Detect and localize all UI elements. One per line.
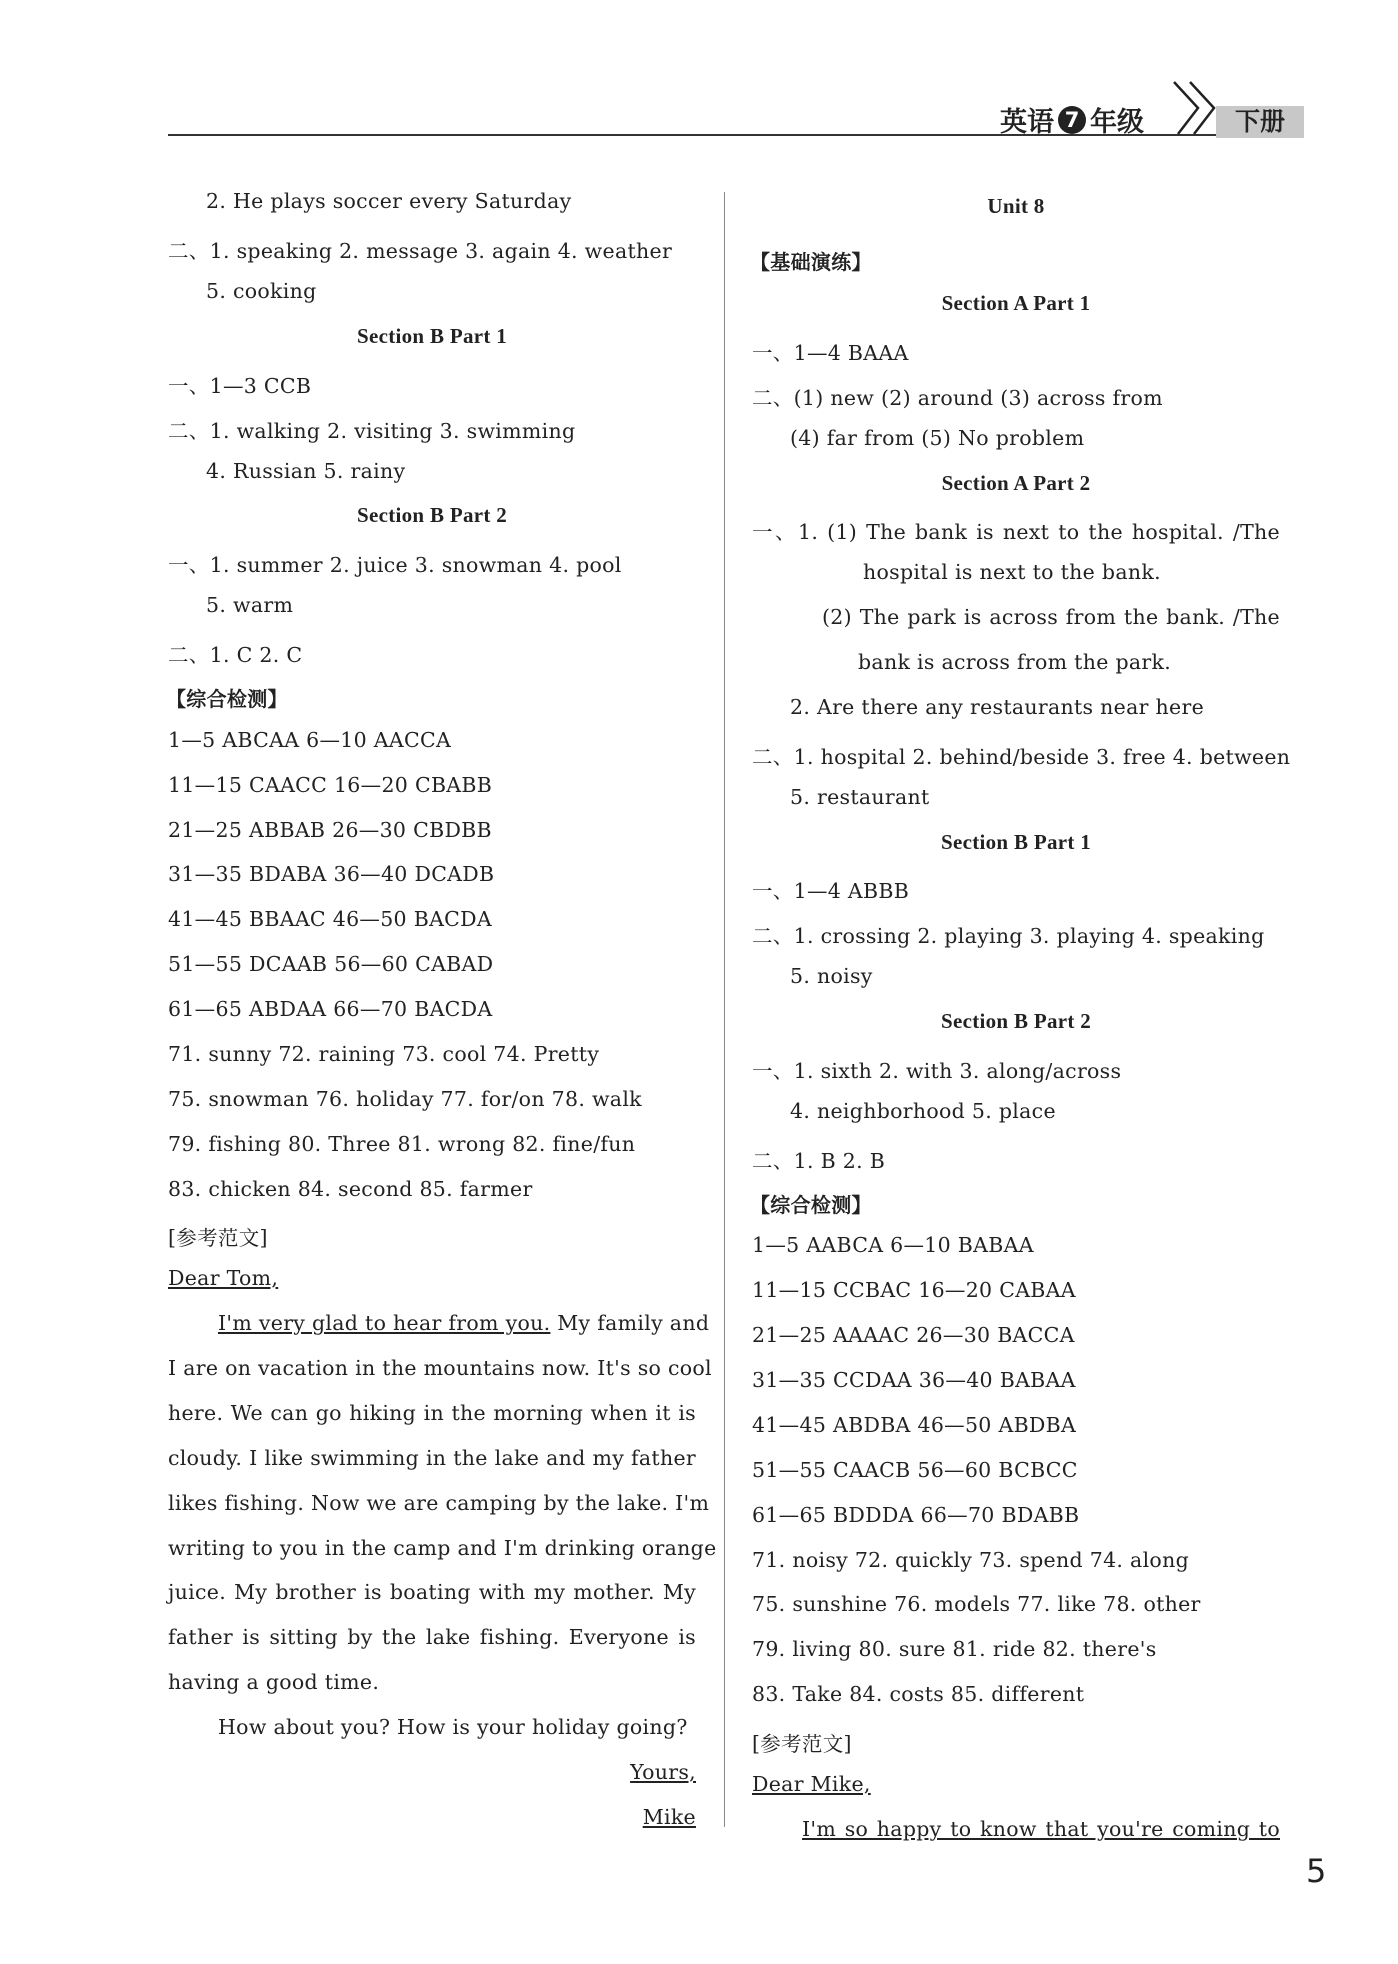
answer-line: 5. noisy <box>790 964 873 988</box>
section-heading: Section B Part 1 <box>356 324 508 348</box>
answer-line: 二、1. walking 2. visiting 3. swimming <box>168 419 576 443</box>
essay-opening-sentence: I'm so happy to know that you're coming to <box>802 1817 1280 1841</box>
answer-line: 2. He plays soccer every Saturday <box>206 189 572 213</box>
answer-line: 11—15 CAACC 16—20 CBABB <box>168 773 493 797</box>
answer-line: 二、1. speaking 2. message 3. again 4. weather <box>168 239 673 263</box>
header-subject: 英语 <box>1000 107 1054 138</box>
answer-line: 31—35 CCDAA 36—40 BABAA <box>752 1368 1076 1392</box>
answer-line: 21—25 AAAAC 26—30 BACCA <box>752 1323 1075 1347</box>
answer-line: 二、1. crossing 2. playing 3. playing 4. speaking <box>752 924 1265 948</box>
answer-line: hospital is next to the bank. <box>863 560 1161 584</box>
section-label: 【基础演练】 <box>750 250 872 274</box>
sample-essay-label: [参考范文] <box>752 1732 852 1756</box>
answer-line: 71. sunny 72. raining 73. cool 74. Pretty <box>168 1042 600 1066</box>
essay-line: How about you? How is your holiday going? <box>218 1715 688 1739</box>
answer-line: 75. sunshine 76. models 77. like 78. other <box>752 1592 1201 1616</box>
answer-line: 41—45 ABDBA 46—50 ABDBA <box>752 1413 1077 1437</box>
answer-line: 二、(1) new (2) around (3) across from <box>752 386 1163 410</box>
answer-line: 一、1. (1) The bank is next to the hospital. /The <box>752 520 1280 544</box>
essay-greeting: Dear Tom, <box>168 1266 279 1290</box>
essay-text: My family and <box>550 1311 710 1335</box>
answer-line: 4. neighborhood 5. place <box>790 1099 1056 1123</box>
answer-line: 83. Take 84. costs 85. different <box>752 1682 1085 1706</box>
answer-line: 1—5 ABCAA 6—10 AACCA <box>168 728 452 752</box>
answer-line: 61—65 ABDAA 66—70 BACDA <box>168 997 493 1021</box>
answer-line: 41—45 BBAAC 46—50 BACDA <box>168 907 493 931</box>
answer-line: 79. living 80. sure 81. ride 82. there's <box>752 1637 1157 1661</box>
essay-line: father is sitting by the lake fishing. Everyone is <box>168 1625 696 1649</box>
volume-label: 下册 <box>1216 106 1304 138</box>
answer-line: (4) far from (5) No problem <box>790 426 1085 450</box>
answer-line: 一、1—4 ABBB <box>752 879 910 903</box>
essay-closing-text: Yours, <box>630 1760 696 1784</box>
answer-line: 5. cooking <box>206 279 317 303</box>
answer-line: 79. fishing 80. Three 81. wrong 82. fine/fun <box>168 1132 636 1156</box>
essay-opening-sentence: I'm very glad to hear from you. <box>218 1311 551 1335</box>
answer-line: 二、1. C 2. C <box>168 643 303 667</box>
essay-line: having a good time. <box>168 1670 380 1694</box>
answer-line: 31—35 BDABA 36—40 DCADB <box>168 862 495 886</box>
section-heading: Section B Part 1 <box>940 830 1092 854</box>
section-heading: Section A Part 1 <box>941 291 1091 315</box>
column-divider <box>724 192 725 1827</box>
answer-line: 21—25 ABBAB 26—30 CBDBB <box>168 818 492 842</box>
answer-line: 一、1—3 CCB <box>168 374 312 398</box>
essay-signature-text: Mike <box>642 1805 696 1829</box>
section-label: 【综合检测】 <box>166 687 288 711</box>
answer-line: 5. warm <box>206 593 294 617</box>
answer-line: 2. Are there any restaurants near here <box>790 695 1205 719</box>
answer-line: 71. noisy 72. quickly 73. spend 74. along <box>752 1548 1189 1572</box>
answer-line: 51—55 CAACB 56—60 BCBCC <box>752 1458 1078 1482</box>
answer-line: 一、1. summer 2. juice 3. snowman 4. pool <box>168 553 622 577</box>
essay-line <box>218 1311 709 1335</box>
answer-line: 51—55 DCAAB 56—60 CABAD <box>168 952 494 976</box>
answer-line: 75. snowman 76. holiday 77. for/on 78. walk <box>168 1087 642 1111</box>
grade-badge: 7 <box>1058 106 1086 134</box>
answer-line: 61—65 BDDDA 66—70 BDABB <box>752 1503 1080 1527</box>
page-number: 5 <box>1306 1852 1327 1890</box>
essay-line: cloudy. I like swimming in the lake and my father <box>168 1446 696 1470</box>
answer-line: 83. chicken 84. second 85. farmer <box>168 1177 533 1201</box>
essay-line: juice. My brother is boating with my mother. My <box>168 1580 696 1604</box>
answer-line: 5. restaurant <box>790 785 930 809</box>
section-heading: Section B Part 2 <box>356 503 508 527</box>
section-label: 【综合检测】 <box>750 1193 872 1217</box>
essay-line: writing to you in the camp and I'm drinking orange <box>168 1536 717 1560</box>
answer-line: 二、1. B 2. B <box>752 1149 886 1173</box>
header-grade: 年级 <box>1090 107 1144 138</box>
answer-line: 一、1—4 BAAA <box>752 341 909 365</box>
unit-title: Unit 8 <box>987 194 1045 218</box>
answer-line: 4. Russian 5. rainy <box>206 459 406 483</box>
section-heading: Section A Part 2 <box>941 471 1091 495</box>
section-heading: Section B Part 2 <box>940 1009 1092 1033</box>
essay-line: I are on vacation in the mountains now. It's so cool <box>168 1356 712 1380</box>
answer-line: 1—5 AABCA 6—10 BABAA <box>752 1233 1034 1257</box>
header-title <box>1000 100 1144 139</box>
essay-line: here. We can go hiking in the morning when it is <box>168 1401 696 1425</box>
answer-line: 二、1. hospital 2. behind/beside 3. free 4. between <box>752 745 1291 769</box>
essay-signature <box>168 1805 696 1829</box>
sample-essay-label: [参考范文] <box>168 1226 268 1250</box>
answer-line: 11—15 CCBAC 16—20 CABAA <box>752 1278 1076 1302</box>
answer-line: (2) The park is across from the bank. /The <box>822 605 1280 629</box>
essay-greeting: Dear Mike, <box>752 1772 871 1796</box>
answer-line: 一、1. sixth 2. with 3. along/across <box>752 1059 1122 1083</box>
answer-line: bank is across from the park. <box>858 650 1172 674</box>
essay-closing <box>168 1760 696 1784</box>
essay-line: likes fishing. Now we are camping by the lake. I'm <box>168 1491 710 1515</box>
